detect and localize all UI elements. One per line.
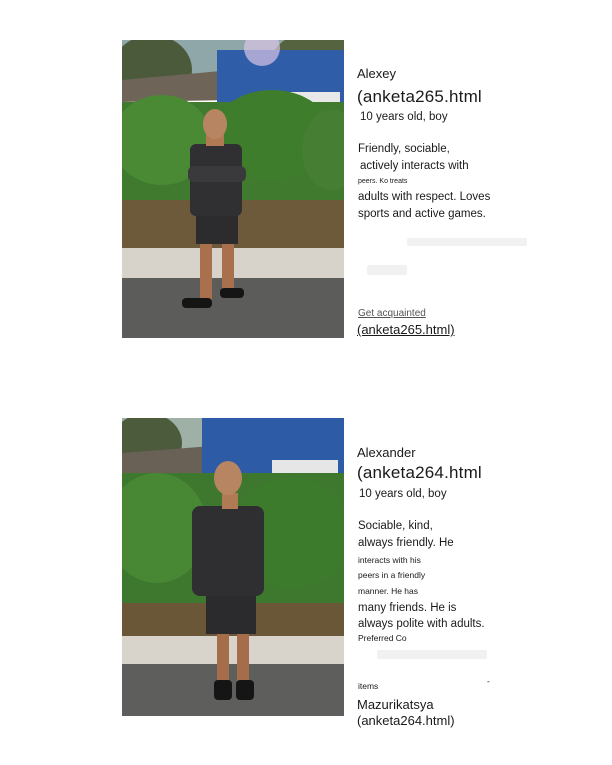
preferred-label: Preferred Co	[358, 633, 407, 643]
profile-desc-line: interacts with his	[358, 555, 421, 565]
profile-name: Alexander	[357, 445, 416, 460]
profile-desc-line: Sociable, kind,	[358, 520, 433, 532]
profile-card-1	[357, 40, 597, 340]
profile-desc-line: peers in a friendly	[358, 570, 426, 580]
profile-link-name[interactable]: Mazurikatsya	[357, 697, 434, 712]
profile-code: (anketa264.html	[357, 463, 482, 482]
photo-illustration-2	[122, 418, 344, 716]
profile-name: Alexey	[357, 66, 397, 81]
profile-link[interactable]: (anketa264.html)	[357, 713, 455, 728]
profile-desc-line: sports and active games.	[358, 208, 486, 220]
profile-desc-line: many friends. He is	[358, 602, 457, 614]
profile-photo-1	[122, 40, 344, 338]
faded-area	[377, 650, 487, 659]
faded-area	[407, 238, 527, 246]
profile-desc-line: always polite with adults.	[358, 618, 485, 630]
profile-desc-line: Friendly, sociable,	[358, 143, 450, 155]
profile-desc-line: actively interacts with	[360, 160, 469, 172]
faded-area	[367, 265, 407, 275]
items-label: items	[358, 681, 379, 691]
profile-code: (anketa265.html	[357, 87, 482, 106]
profile-card-2	[357, 418, 597, 728]
profile-desc-line: always friendly. He	[358, 537, 454, 549]
profile-link[interactable]: (anketa265.html)	[357, 322, 455, 337]
get-acquainted-link[interactable]: Get acquainted	[358, 308, 426, 319]
profile-desc-line: manner. He has	[358, 586, 419, 596]
photo-illustration-1	[122, 40, 344, 338]
profile-desc-line: adults with respect. Loves	[358, 191, 491, 203]
dash-mark: -	[487, 676, 490, 686]
profile-desc-line: peers. Ko treats	[358, 178, 408, 185]
profile-age: 10 years old, boy	[360, 111, 448, 123]
profile-photo-2	[122, 418, 344, 716]
profile-age: 10 years old, boy	[359, 488, 447, 500]
